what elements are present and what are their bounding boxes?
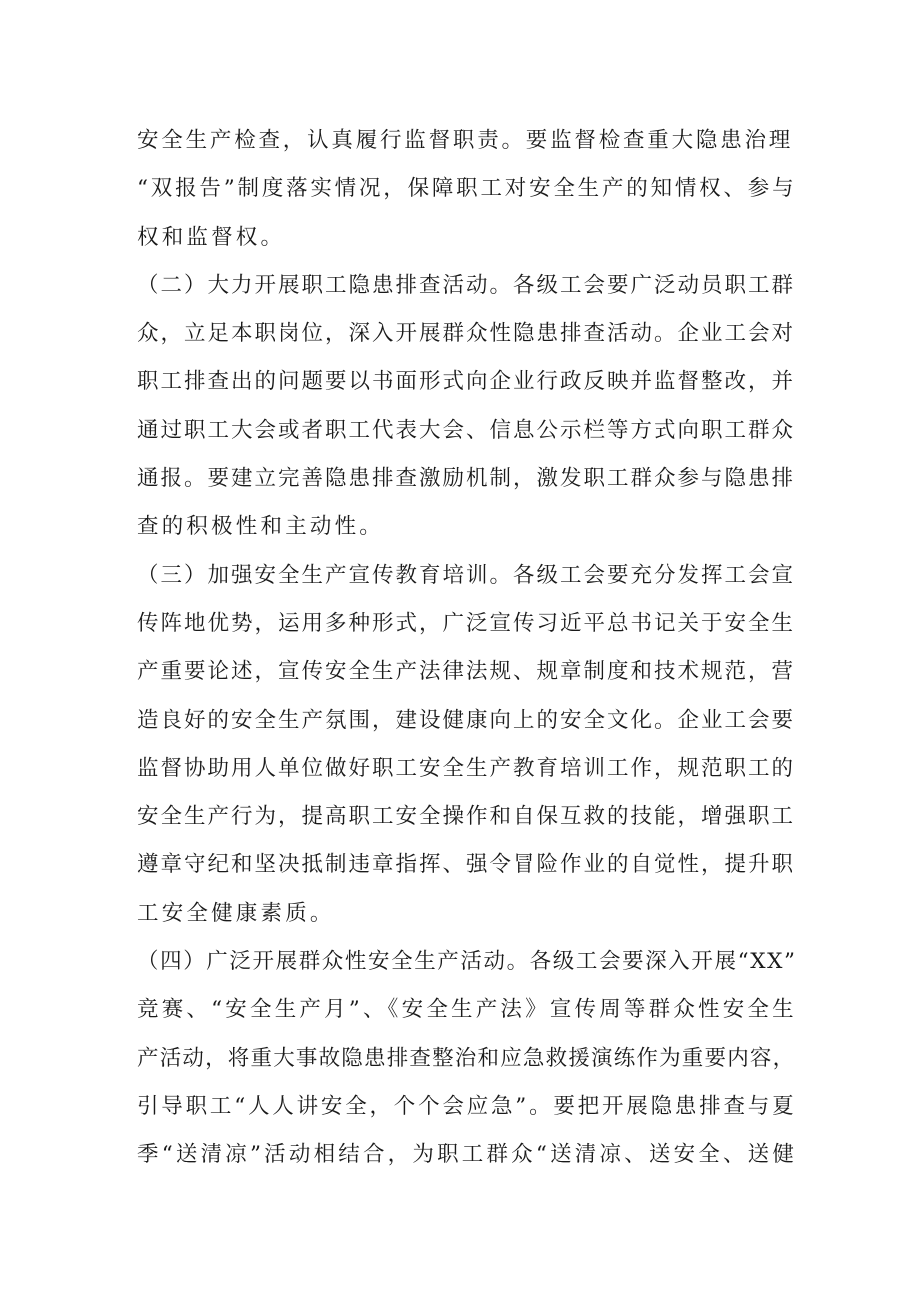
body-text xyxy=(137,117,797,1180)
text-line: 产重要论述，宣传安全生产法律法规、规章制度和技术规范，营 xyxy=(137,659,796,685)
text-line: 权和监督权。 xyxy=(137,224,286,250)
text-line: 安全生产检查，认真履行监督职责。要监督检查重大隐患治理 xyxy=(137,128,794,153)
section-heading-line: （二）大力开展职工隐患排查活动。各级工会要广泛动员职工群 xyxy=(137,272,796,298)
text-line: 遵章守纪和坚决抵制违章指挥、强令冒险作业的自觉性，提升职 xyxy=(137,852,796,878)
text-line: 引导职工“人人讲安全，个个会应急”。要把开展隐患排查与夏 xyxy=(137,1093,797,1119)
text-line: 造良好的安全生产氛围，建设健康向上的安全文化。企业工会要 xyxy=(137,707,796,733)
text-line: 通过职工大会或者职工代表大会、信息公示栏等方式向职工群众 xyxy=(137,417,796,443)
text-line: 查的积极性和主动性。 xyxy=(137,514,385,540)
section-heading-line: （三）加强安全生产宣传教育培训。各级工会要充分发挥工会宣 xyxy=(137,562,796,588)
text-line: 监督协助用人单位做好职工安全生产教育培训工作，规范职工的 xyxy=(137,755,796,781)
section-heading-line: （四）广泛开展群众性安全生产活动。各级工会要深入开展“XX” xyxy=(137,949,797,975)
text-line: 工安全健康素质。 xyxy=(137,900,335,926)
text-line: 产活动，将重大事故隐患排查整治和应急救援演练作为重要内容， xyxy=(137,1045,796,1071)
text-line: 众，立足本职岗位，深入开展群众性隐患排查活动。企业工会对 xyxy=(137,321,796,347)
text-line: 职工排查出的问题要以书面形式向企业行政反映并监督整改，并 xyxy=(137,369,796,395)
text-line: 通报。要建立完善隐患排查激励机制，激发职工群众参与隐患排 xyxy=(137,466,796,492)
text-line: 安全生产行为，提高职工安全操作和自保互救的技能，增强职工 xyxy=(137,804,796,830)
text-line: 季“送清凉”活动相结合，为职工群众“送清凉、送安全、送健 xyxy=(137,1142,798,1168)
text-line: “双报告”制度落实情况，保障职工对安全生产的知情权、参与 xyxy=(137,176,797,202)
text-line: 传阵地优势，运用多种形式，广泛宣传习近平总书记关于安全生 xyxy=(137,610,796,636)
text-line: 竞赛、“安全生产月”、《安全生产法》宣传周等群众性安全生 xyxy=(137,997,797,1023)
